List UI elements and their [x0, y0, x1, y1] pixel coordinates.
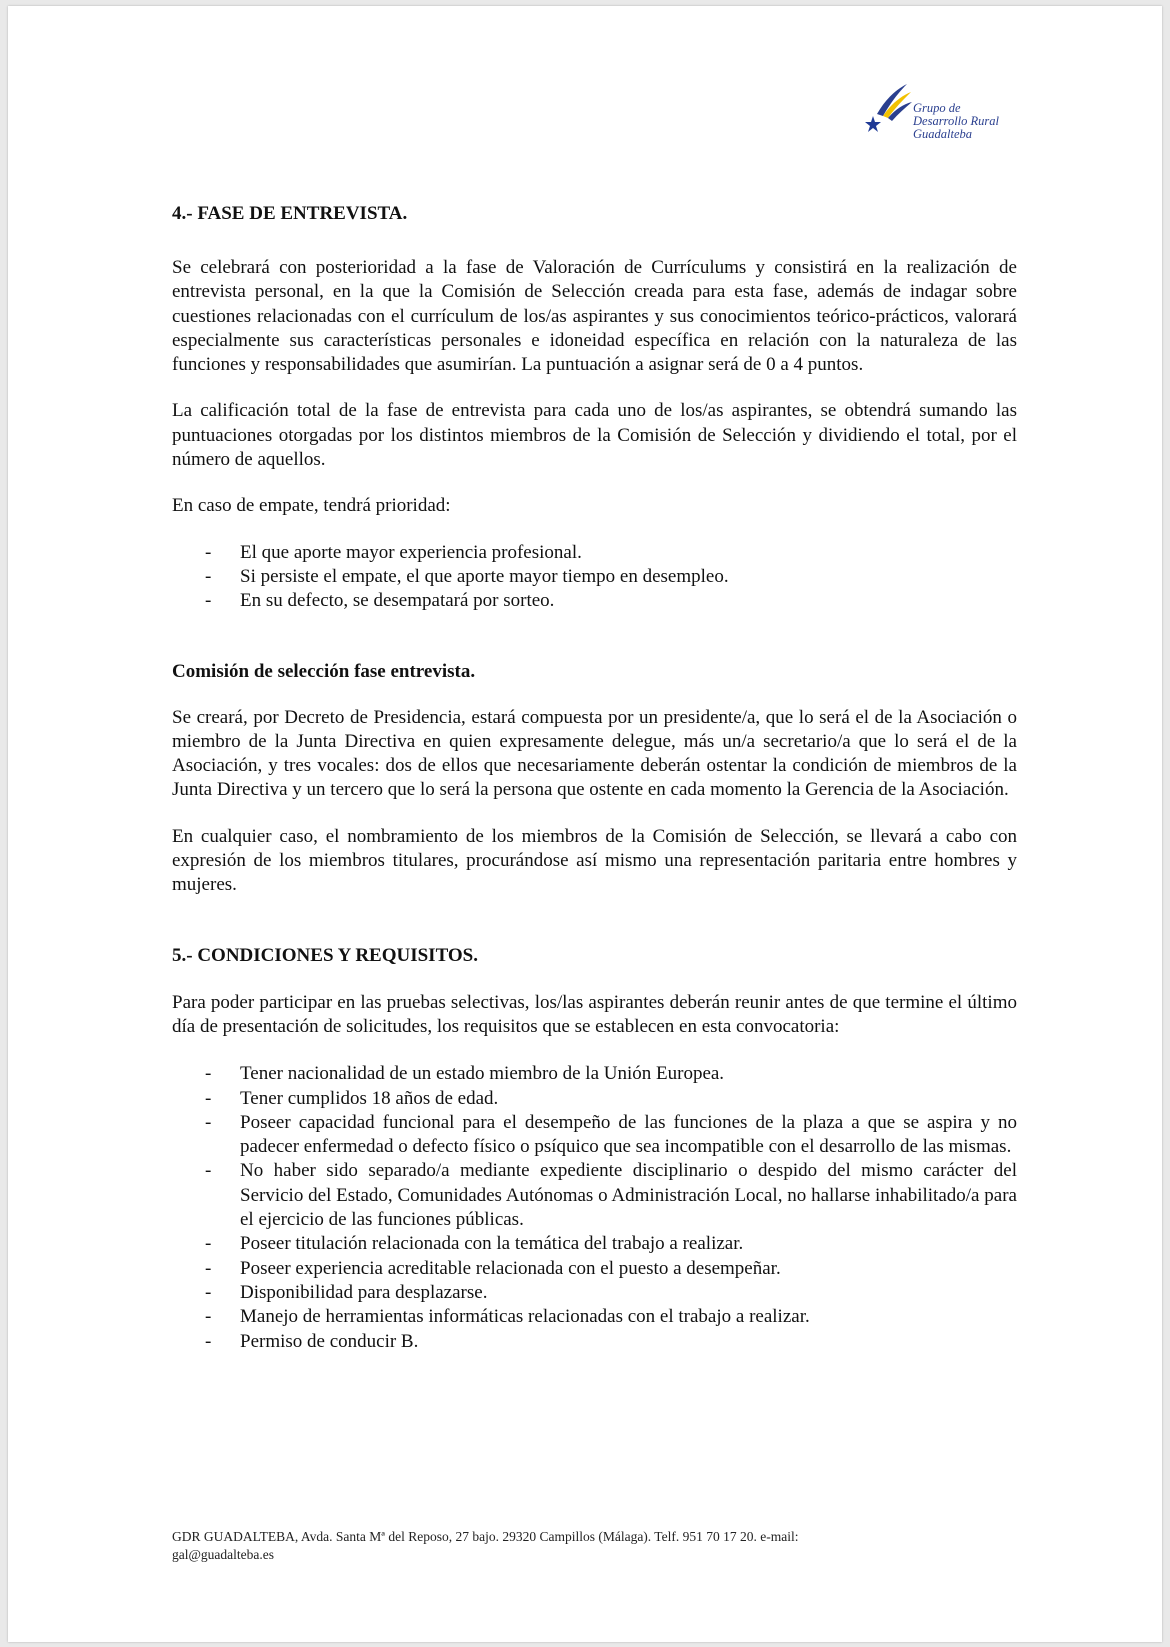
gdr-logo: [865, 78, 1015, 150]
logo-line-2: Desarrollo Rural: [913, 114, 999, 128]
page-footer: [172, 1528, 952, 1564]
section-5-title: 5.- CONDICIONES Y REQUISITOS.: [172, 944, 479, 966]
footer-email-link[interactable]: gal@guadalteba.es: [172, 1547, 275, 1562]
section-4-paragraph-3: En caso de empate, tendrá prioridad:: [172, 495, 451, 517]
logo-line-1: Grupo de: [913, 101, 961, 115]
commission-title: Comisión de selección fase entrevista.: [172, 660, 476, 682]
document-page: [8, 6, 1162, 1642]
list-item: - Tener nacionalidad de un estado miembro de la Unión Europea.: [205, 1063, 725, 1085]
section-5-intro: Para poder participar en las pruebas selectivas, los/las aspirantes deberán reunir antes de que termine el último día de presentación de solicitudes, los requisitos que se establecen en esta convocatoria:: [172, 991, 1017, 1037]
section-4-paragraph-1: Se celebrará con posterioridad a la fase de Valoración de Currículums y consistirá en la realización de entrevista personal, en la que la Comisión de Selección creada para esta fase, además de indagar sobre cuestiones relacionadas con el currículum de los/as aspirantes y sus conocimientos teórico-prácticos, valorará especialmente sus características personales e idoneidad específica en relación con la naturaleza de las funciones y responsabilidades que asumirían. La puntuación a asignar será de 0 a 4 puntos.: [172, 257, 1017, 376]
tiebreak-list: [172, 541, 1017, 614]
logo-text: [913, 102, 999, 141]
list-item: - Permiso de conducir B.: [205, 1330, 419, 1352]
list-item: - En su defecto, se desempatará por sorteo.: [205, 590, 555, 612]
list-item: - Poseer experiencia acreditable relacionada con el puesto a desempeñar.: [205, 1257, 781, 1279]
section-4-paragraph-2: La calificación total de la fase de entrevista para cada uno de los/as aspirantes, se obtendrá sumando las puntuaciones otorgadas por los distintos miembros de la Comisión de Selección y dividiendo el total, por el número de aquellos.: [172, 400, 1017, 471]
list-item: - Tener cumplidos 18 años de edad.: [205, 1087, 499, 1109]
requirements-list: [172, 1062, 1017, 1354]
list-item: - Si persiste el empate, el que aporte mayor tiempo en desempleo.: [205, 565, 729, 587]
list-item: - No haber sido separado/a mediante expediente disciplinario o despido del mismo carácter del Servicio del Estado, Comunidades Autónomas o Administración Local, no hallarse inhabilitado/a para el ejercicio de las funciones públicas.: [205, 1160, 1017, 1231]
footer-address: GDR GUADALTEBA, Avda. Santa Mª del Reposo, 27 bajo. 29320 Campillos (Málaga). Telf. 951 70 17 20. e-mail:: [172, 1529, 799, 1544]
logo-emblem-icon: [865, 78, 915, 140]
list-item: - El que aporte mayor experiencia profesional.: [205, 541, 582, 563]
list-item: - Manejo de herramientas informáticas relacionadas con el trabajo a realizar.: [205, 1306, 810, 1328]
list-item: - Poseer titulación relacionada con la temática del trabajo a realizar.: [205, 1233, 744, 1255]
document-body: [172, 202, 1017, 1354]
list-item: - Disponibilidad para desplazarse.: [205, 1281, 488, 1303]
commission-paragraph-1: Se creará, por Decreto de Presidencia, estará compuesta por un presidente/a, que lo será el de la Asociación o miembro de la Junta Directiva en quien expresamente delegue, más un/a secretario/a que lo será el de la Asociación, y tres vocales: dos de ellos que necesariamente deberán ostentar la condición de miembros de la Junta Directiva y un tercero que lo será la persona que ostente en cada momento la Gerencia de la Asociación.: [172, 706, 1017, 801]
section-4-title: 4.- FASE DE ENTREVISTA.: [172, 203, 408, 224]
list-item: - Poseer capacidad funcional para el desempeño de las funciones de la plaza a que se aspira y no padecer enfermedad o defecto físico o psíquico que sea incompatible con el desarrollo de las mismas.: [205, 1111, 1017, 1158]
logo-line-3: Guadalteba: [913, 127, 973, 141]
commission-paragraph-2: En cualquier caso, el nombramiento de los miembros de la Comisión de Selección, se llevará a cabo con expresión de los miembros titulares, procurándose así mismo una representación paritaria entre hombres y mujeres.: [172, 825, 1017, 896]
